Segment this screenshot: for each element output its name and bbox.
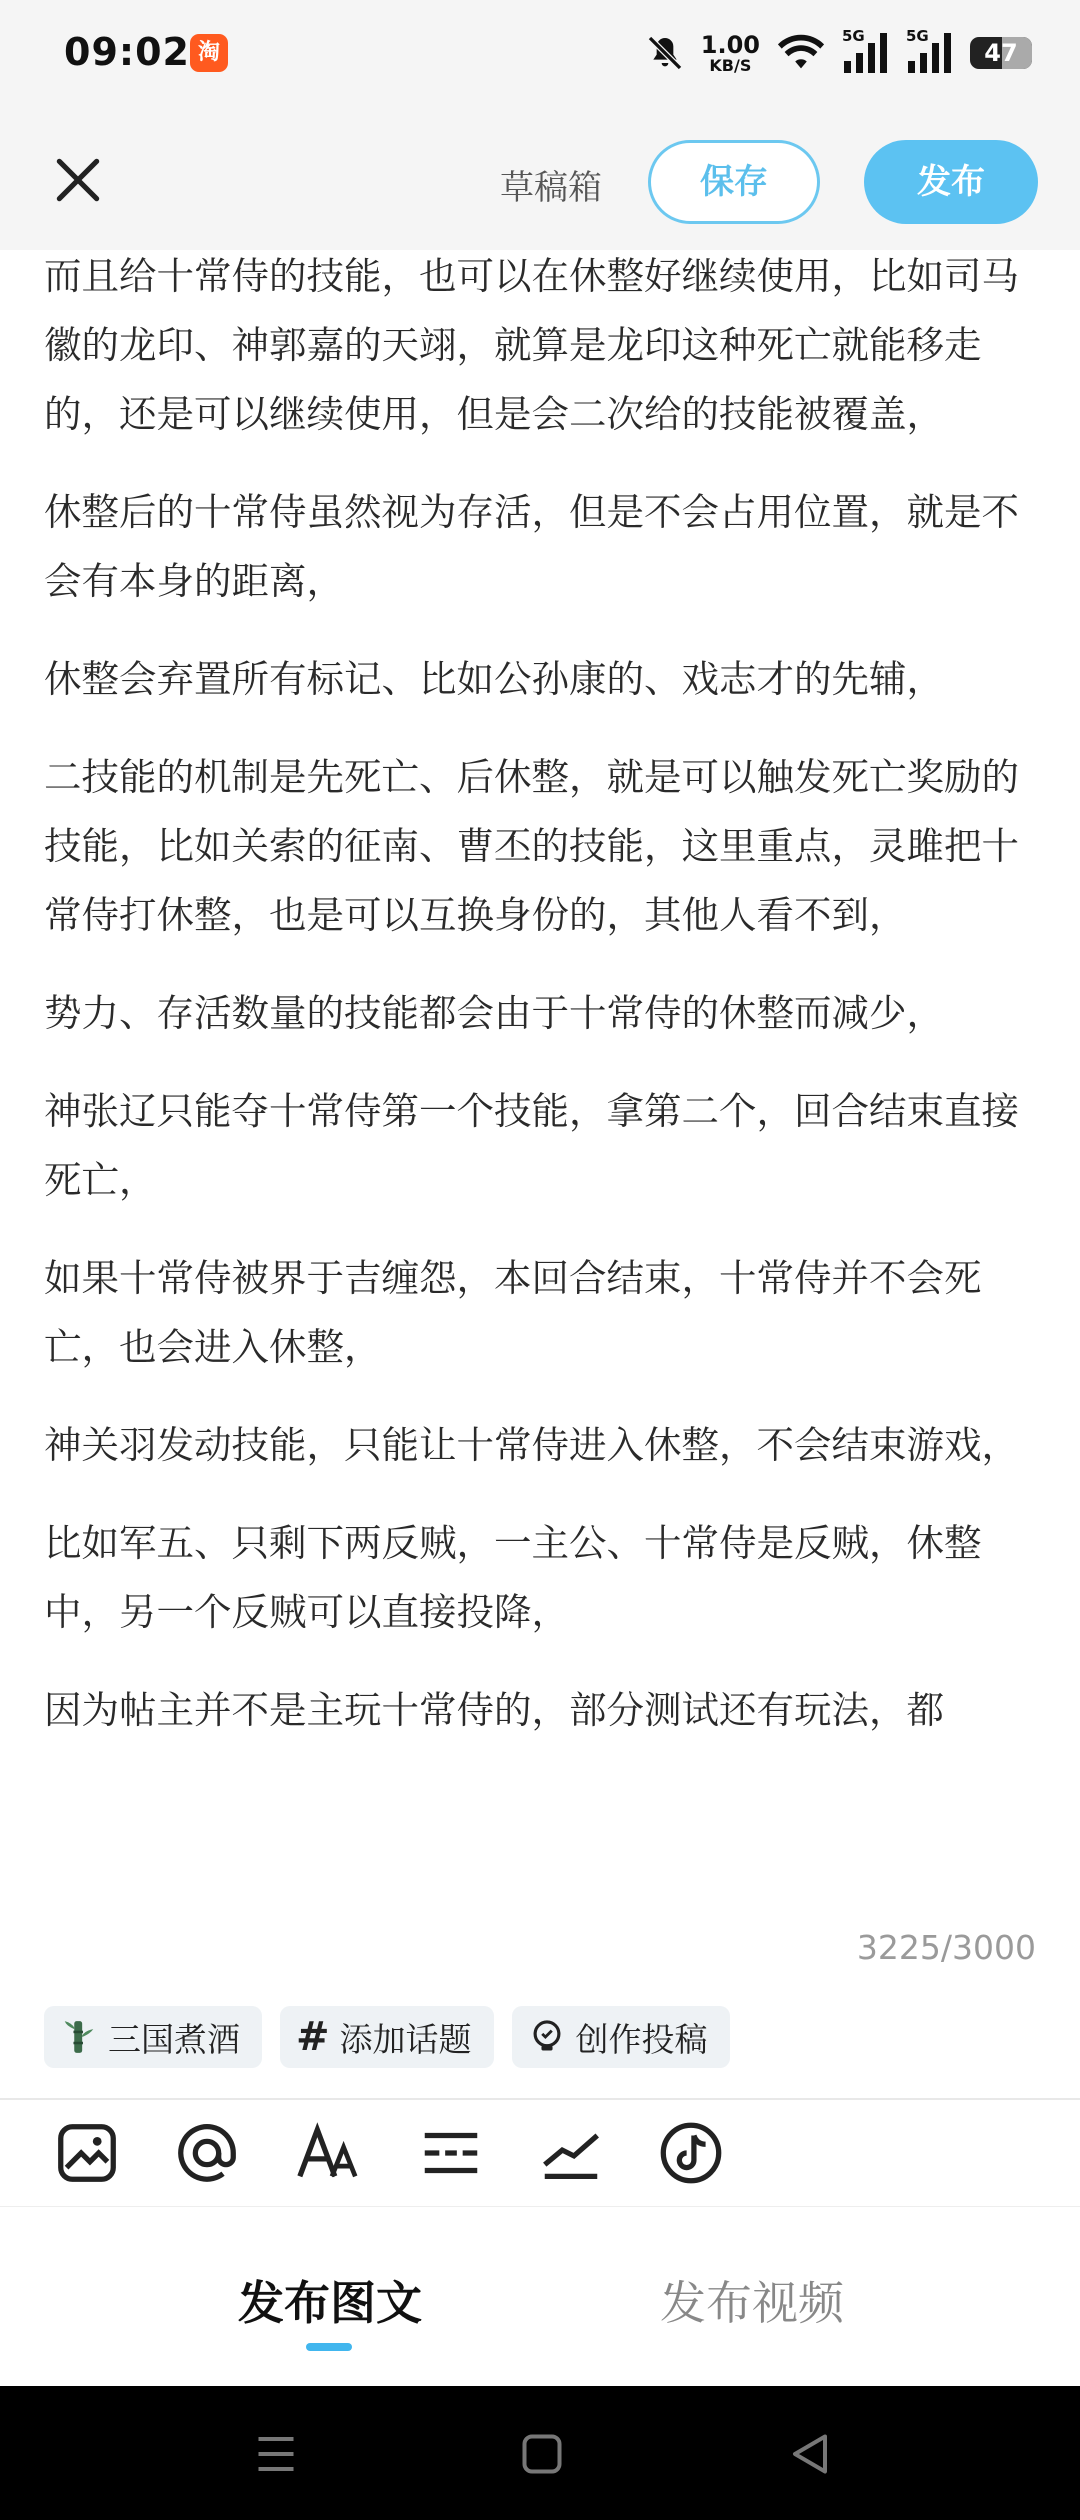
paragraph: 因为帖主并不是主玩十常侍的，部分测试还有玩法，都 [44,1688,944,1732]
status-icons [645,28,1032,78]
tab-publish-video[interactable]: 发布视频 [660,2276,844,2330]
creator-submission-button[interactable] [512,2006,730,2068]
signal-2-label: 5G [906,27,929,45]
status-bar [0,0,1080,110]
at-icon[interactable] [172,2118,242,2188]
drafts-button[interactable]: 草稿箱 [500,168,602,208]
paragraph: 休整后的十常侍虽然视为存活，但是不会占用位置，就是不会有本身的距离， [44,490,1019,603]
image-icon[interactable] [52,2118,122,2188]
mute-bell-icon [645,33,685,73]
circle-tag-label: 三国煮酒 [108,2019,240,2059]
post-body-editor[interactable] [0,250,1080,1918]
paragraph: 休整会弃置所有标记、比如公孙康的、戏志才的先辅， [44,657,944,701]
system-navigation-bar [0,2386,1080,2520]
paragraph: 神关羽发动技能，只能让十常侍进入休整，不会结束游戏， [44,1423,1019,1467]
paragraph: 二技能的机制是先死亡、后休整，就是可以触发死亡奖励的技能，比如关索的征南、曹丕的技能，这里重点，灵雎把十常侍打休整，也是可以互换身份的，其他人看不到， [44,755,1019,937]
publish-button[interactable]: 发布 [864,140,1038,224]
signal-1-icon [842,27,890,75]
battery-icon [970,37,1032,69]
chart-icon[interactable] [536,2118,606,2188]
circle-tag[interactable] [44,2006,262,2068]
creator-submission-label: 创作投稿 [575,2019,708,2059]
divider [0,2098,1080,2100]
paragraph: 如果十常侍被界于吉缠怨，本回合结束，十常侍并不会死亡，也会进入休整， [44,1256,982,1369]
add-topic-label: 添加话题 [339,2019,472,2059]
battery-level: 47 [984,39,1018,67]
home-icon[interactable] [512,2424,572,2484]
close-icon[interactable] [50,152,106,208]
signal-2-icon [906,27,954,75]
editor-toolbar [0,110,1080,250]
signal-1-label: 5G [842,27,865,45]
divider-icon[interactable] [416,2118,486,2188]
menu-icon[interactable] [246,2424,306,2484]
lightbulb-icon [528,2018,566,2056]
taobao-app-icon: 淘 [190,34,228,72]
network-speed-unit: KB/S [709,55,752,75]
active-tab-indicator [306,2343,352,2351]
back-icon[interactable] [780,2424,840,2484]
tag-row [44,2006,730,2068]
tab-publish-image-text[interactable]: 发布图文 [238,2276,422,2330]
tiktok-icon[interactable] [656,2118,726,2188]
paragraph: 神张辽只能夺十常侍第一个技能，拿第二个，回合结束直接死亡， [44,1089,1019,1202]
paragraph: 比如军五、只剩下两反贼，一主公、十常侍是反贼，休整中，另一个反贼可以直接投降， [44,1521,982,1634]
publish-type-tabs [0,2206,1080,2386]
character-count: 3225/3000 [856,1928,1036,1967]
paragraph: 而且给十常侍的技能，也可以在休整好继续使用，比如司马徽的龙印、神郭嘉的天翊，就算是龙印这种死亡就能移走的，还是可以继续使用，但是会二次给的技能被覆盖， [44,254,1019,436]
network-speed-value: 1.00 [700,30,760,59]
save-button[interactable]: 保存 [648,140,820,224]
hash-icon: # [296,2014,330,2060]
network-speed [700,30,760,75]
add-topic-button[interactable] [280,2006,494,2068]
bamboo-icon [60,2018,98,2056]
wifi-icon [776,33,826,73]
font-icon[interactable] [294,2118,364,2188]
paragraph: 势力、存活数量的技能都会由于十常侍的休整而减少， [44,991,944,1035]
status-time: 09:02 [64,30,190,74]
